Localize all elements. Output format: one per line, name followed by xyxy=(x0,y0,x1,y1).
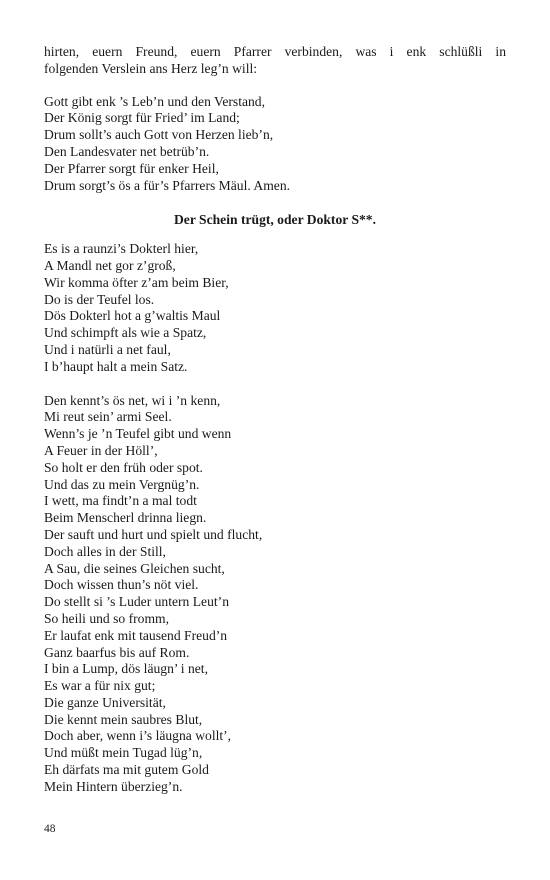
page-content xyxy=(44,44,506,796)
poem-line: Und das zu mein Vergnüg’n. xyxy=(44,476,200,492)
poem-line: Eh därfats ma mit gutem Gold xyxy=(44,762,209,778)
poem-line: Doch alles in der Still, xyxy=(44,543,166,559)
poem-line: Den kennt’s ös net, wi i ’n kenn, xyxy=(44,392,221,408)
poem-line: Doch aber, wenn i’s läugna wollt’, xyxy=(44,728,232,744)
poem-line: Es war a für nix gut; xyxy=(44,678,156,694)
prose-line: hirten, euern Freund, euern Pfarrer verbinden, was i enk schlüßli in xyxy=(44,44,506,59)
poem-line: Und i natürli a net faul, xyxy=(44,341,171,357)
poem-stanza xyxy=(44,241,506,375)
poem-line: I wett, ma findt’n a mal todt xyxy=(44,493,197,509)
poem-line: Der sauft und hurt und spielt und flucht, xyxy=(44,526,263,542)
poem-line: Der König sorgt für Fried’ im Land; xyxy=(44,110,240,126)
poem-line: Und schimpft als wie a Spatz, xyxy=(44,325,207,341)
poem-line: A Sau, die seines Gleichen sucht, xyxy=(44,560,225,576)
poem-line: Ganz baarfus bis auf Rom. xyxy=(44,644,190,660)
prose-paragraph xyxy=(44,44,506,78)
poem-line: I bin a Lump, dös läugn’ i net, xyxy=(44,661,208,677)
poem-line: So heili und so fromm, xyxy=(44,610,169,626)
poem-stanza xyxy=(44,94,506,195)
poem-line: Do is der Teufel los. xyxy=(44,291,155,307)
poem-line: Er laufat enk mit tausend Freud’n xyxy=(44,627,228,643)
poem-line: I b’haupt halt a mein Satz. xyxy=(44,358,188,374)
poem-line: Mi reut sein’ armi Seel. xyxy=(44,409,172,425)
poem-line: Dös Dokterl hot a g’waltis Maul xyxy=(44,308,221,324)
poem-line: Wir komma öfter z’am beim Bier, xyxy=(44,274,229,290)
poem-stanza xyxy=(44,393,506,796)
poem-line: A Feuer in der Höll’, xyxy=(44,442,158,458)
poem-line: Die ganze Universität, xyxy=(44,694,166,710)
poem-line: Den Landesvater net betrüb’n. xyxy=(44,143,210,159)
poem-line: Drum sollt’s auch Gott von Herzen lieb’n, xyxy=(44,127,274,143)
prose-line: folgenden Verslein ans Herz leg’n will: xyxy=(44,60,258,76)
page-number: 48 xyxy=(44,823,56,835)
poem-line: Do stellt si ’s Luder untern Leut’n xyxy=(44,594,229,610)
poem-line: Doch wissen thun’s nöt viel. xyxy=(44,577,199,593)
poem-line: Beim Menscherl drinna liegn. xyxy=(44,510,207,526)
poem-line: Wenn’s je ’n Teufel gibt und wenn xyxy=(44,426,232,442)
poem-line: Drum sorgt’s ös a für’s Pfarrers Mäul. Amen. xyxy=(44,177,291,193)
poem-line: Mein Hintern überzieg’n. xyxy=(44,778,183,794)
poem-line: Die kennt mein saubres Blut, xyxy=(44,711,203,727)
poem-line: A Mandl net gor z’groß, xyxy=(44,257,176,273)
poem-line: So holt er den früh oder spot. xyxy=(44,459,203,475)
poem-line: Der Pfarrer sorgt für enker Heil, xyxy=(44,160,219,176)
poem-line: Es is a raunzi’s Dokterl hier, xyxy=(44,241,199,257)
poem-title: Der Schein trügt, oder Doktor S**. xyxy=(173,212,376,228)
poem-line: Und müßt mein Tugad lüg’n, xyxy=(44,745,203,761)
poem-line: Gott gibt enk ’s Leb’n und den Verstand, xyxy=(44,93,265,109)
